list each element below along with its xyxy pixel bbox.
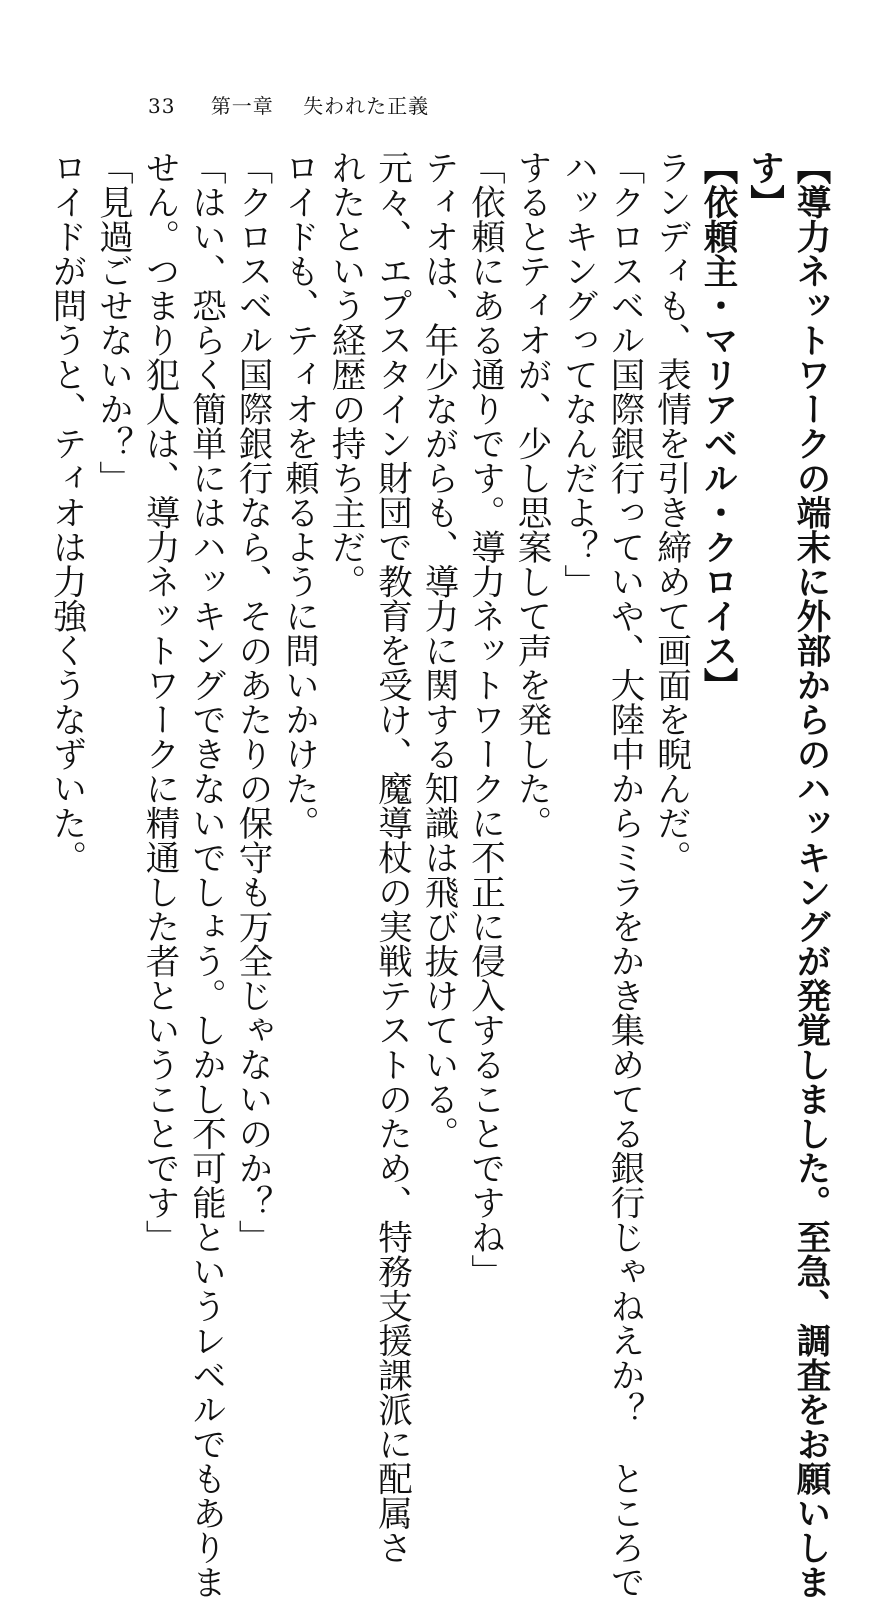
text-line: 「依頼にある通りです。導力ネットワークに不正に侵入することですね」 <box>464 150 505 1289</box>
text-line: するとティオが、少し思案して声を発した。 <box>511 150 551 840</box>
text-line: す】 <box>743 150 784 219</box>
text-line: ランディも、表情を引き締めて画面を睨んだ。 <box>650 150 691 875</box>
text-line: せん。つまり犯人は、導力ネットワークに精通した者ということです」 <box>139 150 179 1254</box>
text-line: ハッキングってなんだよ？」 <box>557 150 598 599</box>
text-line: ティオは、年少ながらも、導力に関する知識は飛び抜けている。 <box>418 150 458 1151</box>
text-line: 【依頼主・マリアベル・クロイス】 <box>697 150 737 702</box>
chapter-title: 失われた正義 <box>303 94 430 118</box>
text-line: 「クロスベル国際銀行なら、そのあたりの保守も万全じゃないのか？」 <box>232 150 272 1254</box>
text-line: 元々、エプスタイン財団で教育を受け、魔導杖の実戦テストのため、特務支援課派に配属さ <box>371 150 412 1565</box>
text-line: れたという経歴の持ち主だ。 <box>325 150 365 599</box>
text-line: 「はい、恐らく簡単にはハッキングできないでしょう。しかし不可能というレベルでもありま <box>185 150 226 1599</box>
text-line: ロイドも、ティオを頼るように問いかけた。 <box>278 150 319 840</box>
chapter-label: 第一章 <box>210 94 274 118</box>
vertical-body-text <box>43 150 834 1599</box>
page-number: 33 <box>148 94 176 118</box>
running-header <box>148 90 429 119</box>
text-line: 「クロスベル国際銀行っていや、大陸中からミラをかき集めてる銀行じゃねえか？ ところで <box>604 150 644 1599</box>
text-line: 【導力ネットワークの端末に外部からのハッキングが発覚しました。至急、調査をお願いしま <box>790 150 830 1599</box>
text-line: 「見過ごせないか？」 <box>92 150 133 495</box>
text-line: ロイドが問うと、ティオは力強くうなずいた。 <box>46 150 86 875</box>
